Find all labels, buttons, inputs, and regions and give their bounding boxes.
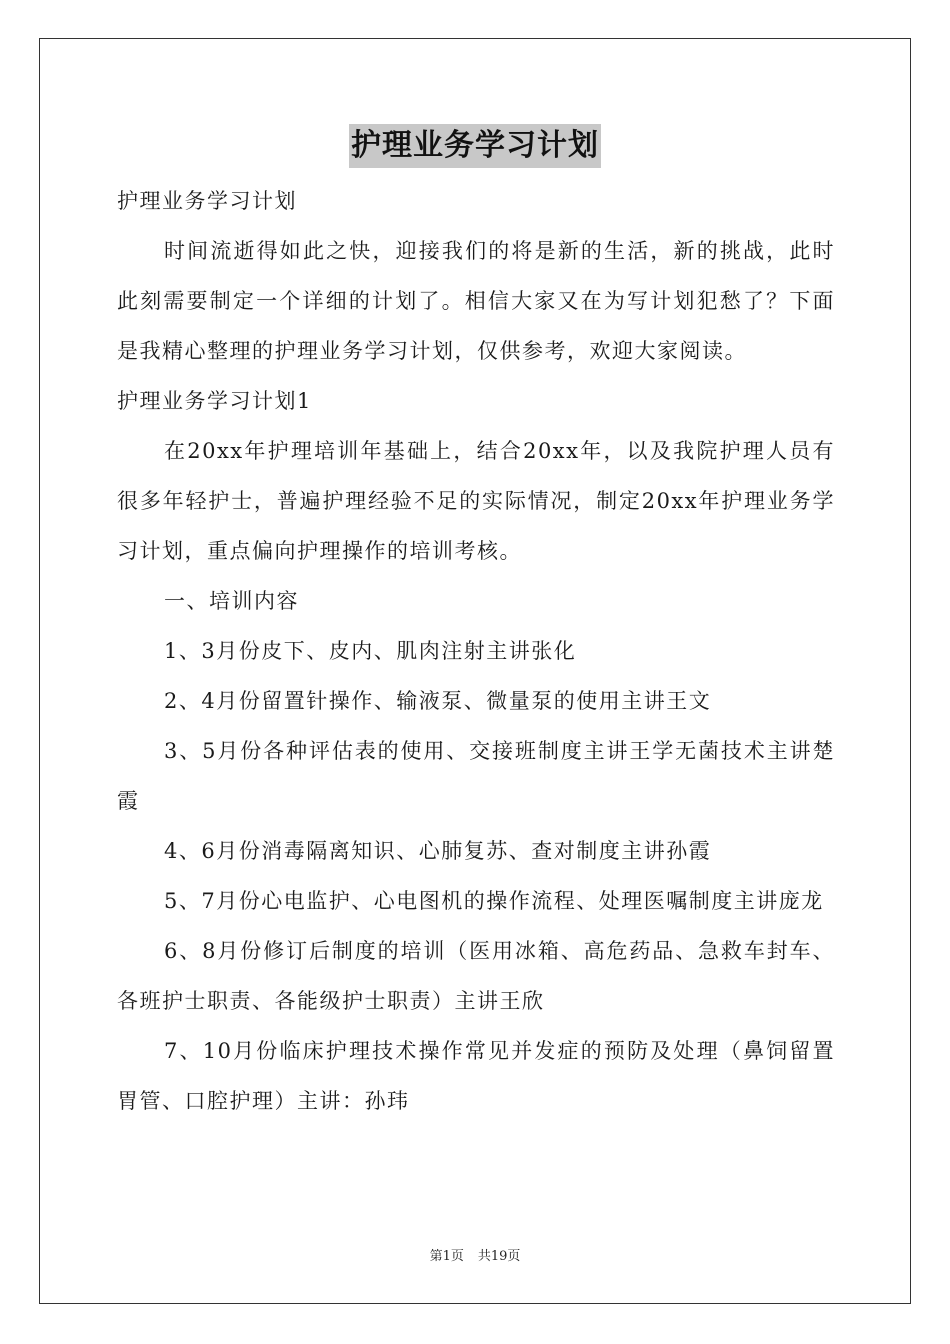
section-heading-plan-1: 护理业务学习计划1 <box>117 389 312 413</box>
list-item-7: 7、10月份临床护理技术操作常见并发症的预防及处理（鼻饲留置胃管、口腔护理）主讲：孙玮 <box>117 1039 835 1113</box>
list-item-5: 5、7月份心电监护、心电图机的操作流程、处理医嘱制度主讲庞龙 <box>164 889 824 913</box>
list-item-4: 4、6月份消毒隔离知识、心肺复苏、查对制度主讲孙霞 <box>164 839 712 863</box>
paragraph-plan-1-intro: 在20xx年护理培训年基础上，结合20xx年，以及我院护理人员有很多年轻护士，普遍护理经验不足的实际情况，制定20xx年护理业务学习计划，重点偏向护理操作的培训考核。 <box>117 439 835 563</box>
page-footer <box>0 1248 950 1266</box>
section-heading-training-content: 一、培训内容 <box>164 589 299 613</box>
list-item-1: 1、3月份皮下、皮内、肌肉注射主讲张化 <box>164 639 577 663</box>
list-item-6: 6、8月份修订后制度的培训（医用冰箱、高危药品、急救车封车、各班护士职责、各能级护士职责）主讲王欣 <box>117 939 835 1013</box>
paragraph-subtitle: 护理业务学习计划 <box>117 189 297 213</box>
list-item-3: 3、5月份各种评估表的使用、交接班制度主讲王学无菌技术主讲楚霞 <box>117 739 835 813</box>
page-number: 第1页 <box>429 1249 464 1264</box>
document-title: 护理业务学习计划 <box>349 124 601 168</box>
title-wrap <box>0 124 950 168</box>
paragraph-intro: 时间流逝得如此之快，迎接我们的将是新的生活，新的挑战，此时此刻需要制定一个详细的计划了。相信大家又在为写计划犯愁了？下面是我精心整理的护理业务学习计划，仅供参考，欢迎大家阅读。 <box>117 239 835 363</box>
list-item-2: 2、4月份留置针操作、输液泵、微量泵的使用主讲王文 <box>164 689 712 713</box>
page-total: 共19页 <box>477 1249 521 1264</box>
document-body <box>117 176 835 1126</box>
